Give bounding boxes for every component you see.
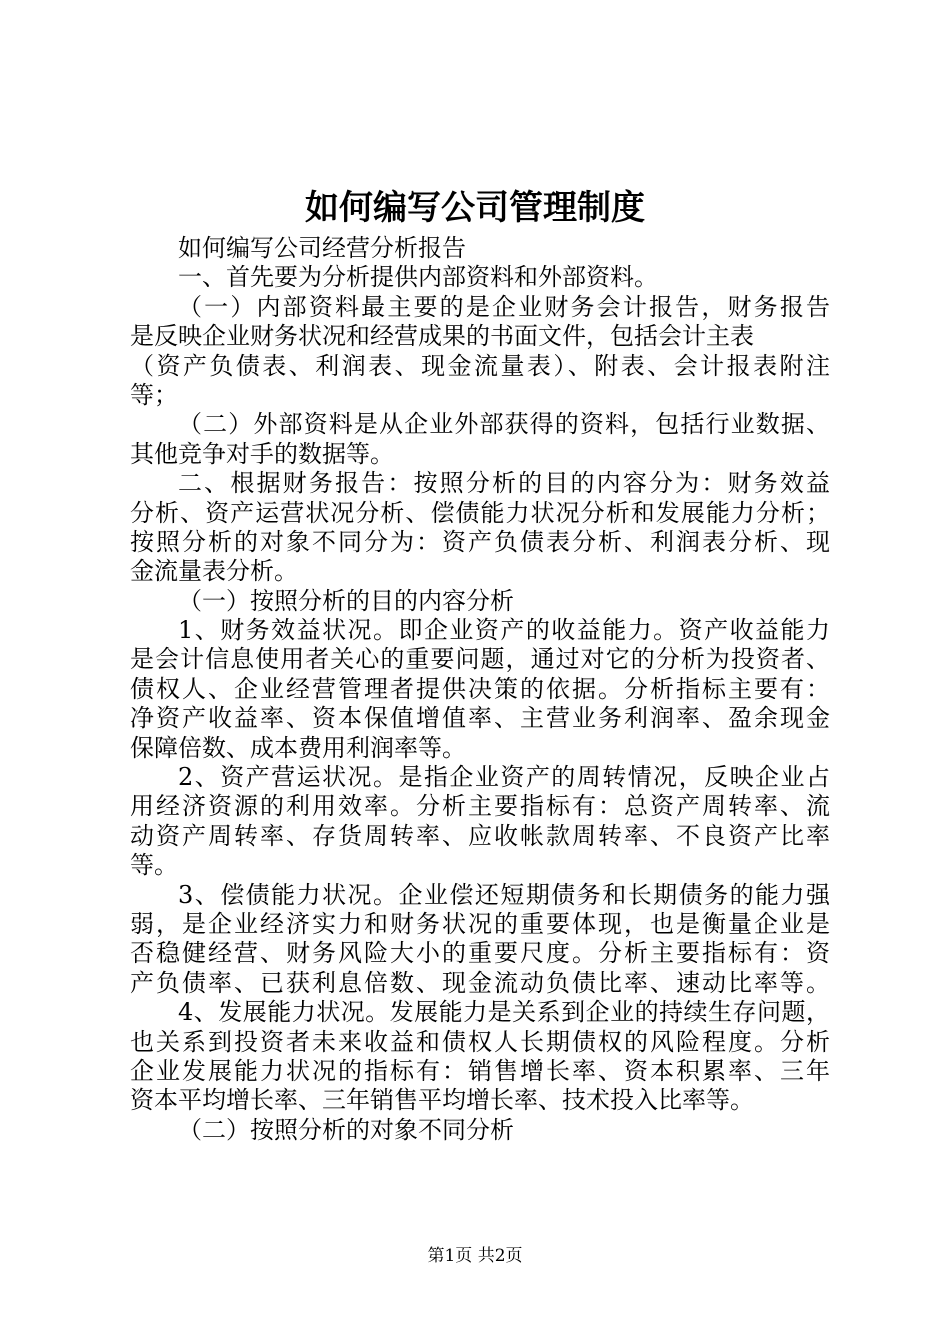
document-title: 如何编写公司管理制度	[305, 188, 645, 228]
paragraph-line: （一）按照分析的目的内容分析	[178, 586, 514, 615]
paragraph-line: 按照分析的对象不同分为：资产负债表分析、利润表分析、现	[130, 527, 832, 556]
paragraph-line: 3、偿债能力状况。企业偿还短期债务和长期债务的能力强	[178, 880, 832, 909]
paragraph-line: 等。	[130, 851, 178, 880]
paragraph-line: 是会计信息使用者关心的重要问题，通过对它的分析为投资者、	[130, 645, 832, 674]
paragraph-line: 如何编写公司经营分析报告	[178, 234, 466, 262]
paragraph-line: 金流量表分析。	[130, 557, 298, 586]
paragraph-line: 保障倍数、成本费用利润率等。	[130, 733, 466, 762]
paragraph-line: 分析、资产运营状况分析、偿债能力状况分析和发展能力分析；	[130, 498, 832, 527]
paragraph-line: 一、首先要为分析提供内部资料和外部资料。	[178, 263, 658, 292]
paragraph-line: 动资产周转率、存货周转率、应收帐款周转率、不良资产比率	[130, 821, 832, 850]
paragraph-line: 企业发展能力状况的指标有：销售增长率、资本积累率、三年	[130, 1056, 832, 1085]
paragraph-line: 是反映企业财务状况和经营成果的书面文件，包括会计主表	[130, 322, 754, 351]
paragraph-line: 二、根据财务报告：按照分析的目的内容分为：财务效益	[178, 469, 833, 498]
paragraph-line: 资本平均增长率、三年销售平均增长率、技术投入比率等。	[130, 1086, 754, 1115]
page-footer: 第1页 共2页	[427, 1246, 523, 1266]
paragraph-line: 债权人、企业经营管理者提供决策的依据。分析指标主要有：	[130, 674, 832, 703]
paragraph-line: （一）内部资料最主要的是企业财务会计报告，财务报告	[178, 292, 833, 321]
paragraph-line: 弱，是企业经济实力和财务状况的重要体现，也是衡量企业是	[130, 909, 832, 938]
paragraph-line: 1、财务效益状况。即企业资产的收益能力。资产收益能力	[178, 616, 832, 645]
paragraph-line: 净资产收益率、资本保值增值率、主营业务利润率、盈余现金	[130, 704, 832, 733]
paragraph-line: 否稳健经营、财务风险大小的重要尺度。分析主要指标有：资	[130, 939, 832, 968]
paragraph-line: 等；	[130, 380, 178, 409]
paragraph-line: （二）按照分析的对象不同分析	[178, 1115, 514, 1144]
document-body	[130, 234, 833, 1145]
paragraph-line: 产负债率、已获利息倍数、现金流动负债比率、速动比率等。	[130, 968, 832, 997]
paragraph-line: （资产负债表、利润表、现金流量表）、附表、会计报表附注	[130, 351, 833, 380]
paragraph-line: 用经济资源的利用效率。分析主要指标有：总资产周转率、流	[130, 792, 832, 821]
paragraph-line: 4、发展能力状况。发展能力是关系到企业的持续生存问题，	[178, 998, 831, 1027]
paragraph-line: 其他竞争对手的数据等。	[130, 439, 394, 468]
paragraph-line: （二）外部资料是从企业外部获得的资料，包括行业数据、	[178, 410, 832, 439]
paragraph-line: 2、资产营运状况。是指企业资产的周转情况，反映企业占	[178, 763, 832, 792]
paragraph-line: 也关系到投资者未来收益和债权人长期债权的风险程度。分析	[130, 1027, 832, 1056]
